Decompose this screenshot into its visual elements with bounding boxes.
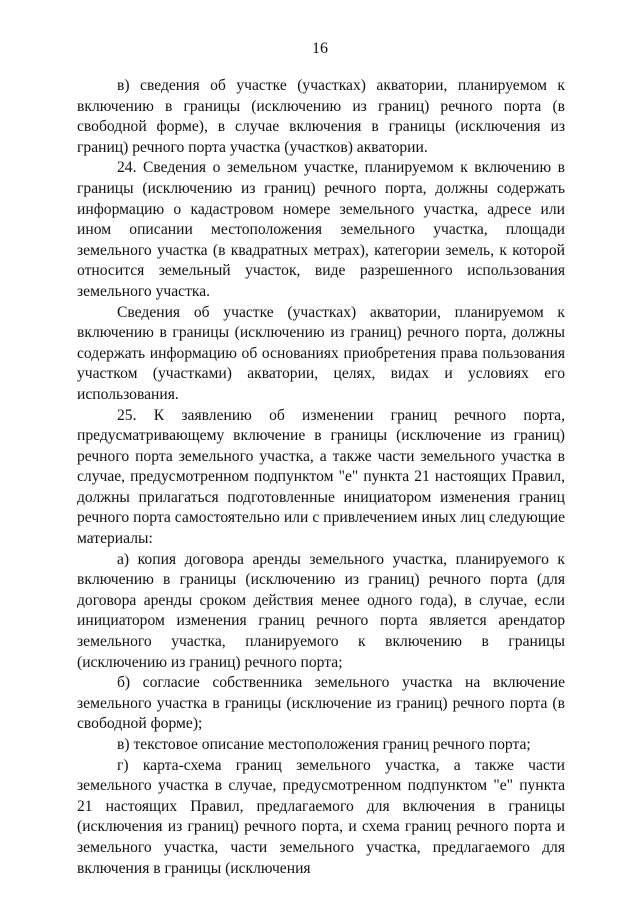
paragraph-item-v-text-description: в) текстовое описание местоположения границ речного порта;: [117, 736, 531, 753]
document-body: [77, 76, 565, 879]
paragraph-25: 25. К заявлению об изменении границ речного порта, предусматривающему включение в границы (исключение из границ) речного порта земельного участка, а также части земельного участка в случае, предусмотренном подпунктом "е" пункта 21 настоящих Правил, должны прилагаться подготовленные инициатором изменения границ речного порта самостоятельно или с привлечением иных лиц следующие материалы:: [77, 406, 565, 548]
paragraph-item-a: а) копия договора аренды земельного участка, планируемого к включению в границы (исключению из границ) речного порта (для договора аренды сроком действия менее одного года), в случае, если инициатором изменения границ речного порта является арендатор земельного участка, планируемого к включению в границы (исключению из границ) речного порта;: [77, 550, 565, 671]
paragraph-water-area-info: Сведения об участке (участках) акватории, планируемом к включению в границы (исключению из границ) речного порта, должны содержать информацию об основаниях приобретения права пользования участком (участками) акватории, целях, видах и условиях его использования.: [77, 303, 565, 403]
page-number: 16: [312, 40, 328, 57]
paragraph-item-v-water-area: в) сведения об участке (участках) акватории, планируемом к включению в границы (исключению из границ) речного порта (в свободной форме), в случае включения в границы (исключения из границ) речного порта участка (участков) акватории.: [77, 77, 565, 156]
paragraph-item-b: б) согласие собственника земельного участка на включение земельного участка в границы (исключение из границ) речного порта (в свободной форме);: [77, 674, 565, 733]
paragraph-24: 24. Сведения о земельном участке, планируемом к включению в границы (исключению из границ) речного порта, должны содержать информацию о кадастровом номере земельного участка, адресе или ином описании местоположения земельного участка, площади земельного участка (в квадратных метрах), категории земель, к которой относится земельный участок, виде разрешенного использования земельного участка.: [77, 159, 565, 300]
paragraph-item-g: г) карта-схема границ земельного участка, а также части земельного участка в случае, предусмотренном подпунктом "е" пункта 21 настоящих Правил, предлагаемого для включения в границы (исключения из границ) речного порта, и схема границ речного порта и земельного участка, части земельного участка, предлагаемого для включения в границы (исключения: [77, 756, 565, 877]
